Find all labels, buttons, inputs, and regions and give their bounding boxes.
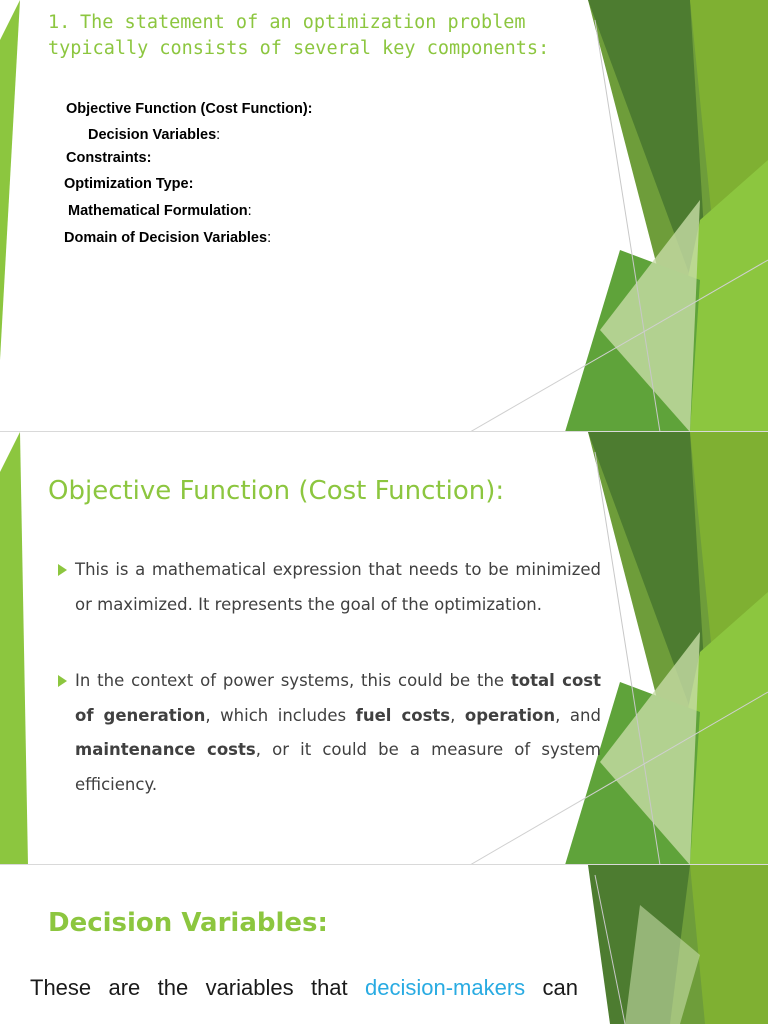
slide-2-title: Objective Function (Cost Function): (48, 476, 505, 506)
slide-3-body-line: These are the variables that decision-makers can (30, 975, 578, 1000)
component-decision-variables: Decision Variables: (88, 127, 221, 143)
decision-makers-link[interactable]: decision-makers (365, 975, 526, 1000)
bullet-arrow-icon (58, 564, 67, 576)
slide-2 (0, 432, 768, 865)
bullet-definition: This is a mathematical expression that needs to be minimized or maximized. It represents the goal of the optimization. (58, 553, 601, 622)
slide-3-title: Decision Variables: (48, 908, 328, 938)
heading-line-1: The statement of an optimization problem (80, 12, 526, 33)
component-domain-of-decision-variables: Domain of Decision Variables: (64, 230, 272, 246)
component-mathematical-formulation: Mathematical Formulation: (68, 203, 252, 219)
slide-3 (0, 865, 768, 1024)
bullet-power-systems: In the context of power systems, this could be the total cost of generation, which includes fuel costs, operation, and maintenance costs, or it could be a measure of system efficiency. (58, 664, 601, 802)
slide-1 (0, 0, 768, 432)
heading-number: 1. (48, 12, 71, 33)
component-optimization-type: Optimization Type: (64, 176, 194, 192)
bullet-arrow-icon (58, 675, 67, 687)
component-objective-function: Objective Function (Cost Function): (66, 101, 313, 117)
slide-1-heading (22, 10, 582, 62)
component-constraints: Constraints: (66, 150, 152, 166)
heading-line-2: typically consists of several key components: (48, 38, 550, 59)
